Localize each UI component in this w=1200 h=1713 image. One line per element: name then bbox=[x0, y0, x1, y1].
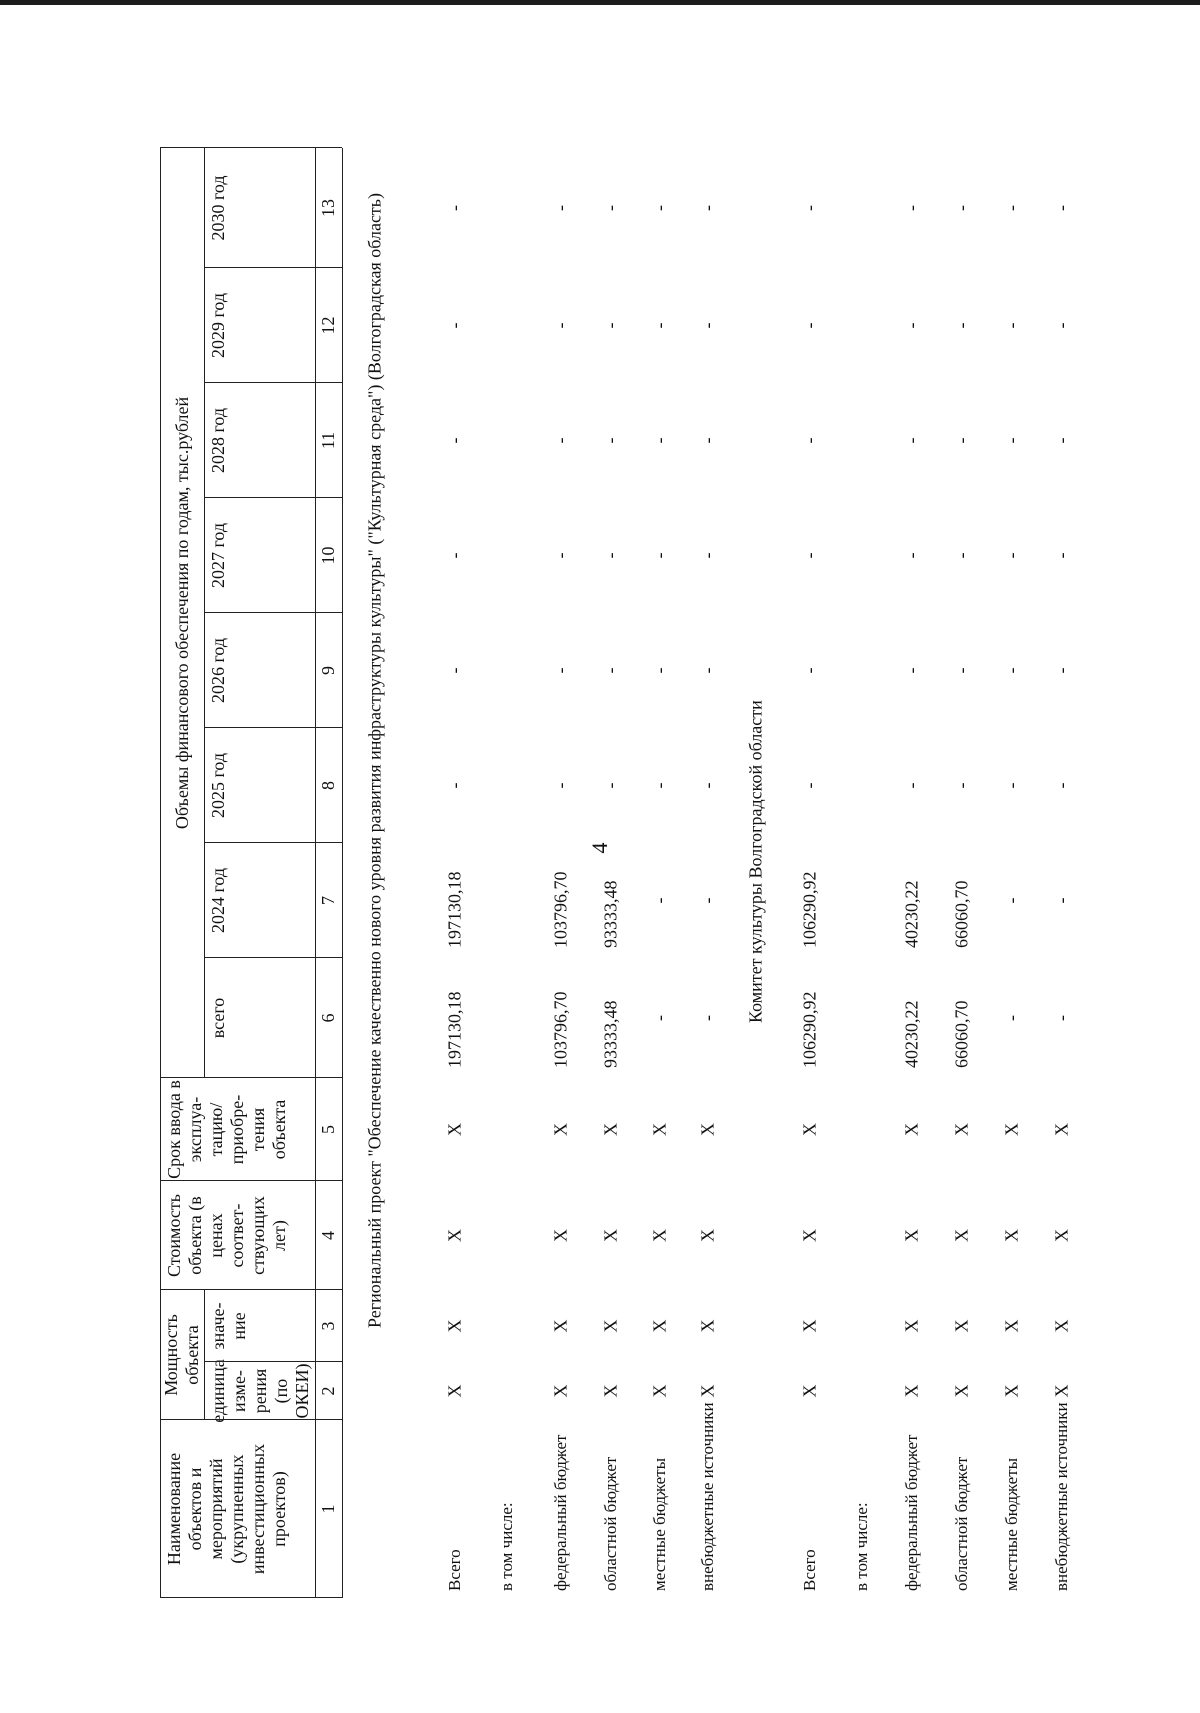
table-cell: X bbox=[1001, 1384, 1022, 1398]
table-cell: 93333,48 bbox=[600, 1000, 621, 1068]
table-cell: 106290,92 bbox=[799, 991, 820, 1068]
table-cell: X bbox=[697, 1123, 718, 1136]
table-rule bbox=[204, 1361, 342, 1362]
table-cell: - bbox=[600, 782, 621, 789]
table-cell: - bbox=[697, 667, 718, 674]
header-year-2026: 2026 год bbox=[208, 637, 228, 704]
table-cell: - bbox=[649, 667, 670, 674]
column-number: 3 bbox=[318, 1321, 338, 1331]
table-cell: - bbox=[550, 205, 571, 211]
table-cell: - bbox=[1001, 782, 1022, 789]
row-label: внебюджетные источники bbox=[1052, 1402, 1071, 1591]
table-cell: X bbox=[600, 1384, 621, 1398]
table-cell: X bbox=[1001, 1319, 1022, 1333]
table-cell: 66060,70 bbox=[951, 880, 972, 948]
header-unit: единица изме- рения (по ОКЕИ) bbox=[208, 1359, 312, 1423]
table-cell: - bbox=[1051, 322, 1072, 329]
column-number: 5 bbox=[318, 1125, 338, 1134]
table-cell: X bbox=[444, 1319, 465, 1333]
table-cell: - bbox=[901, 437, 922, 444]
table-cell: - bbox=[600, 667, 621, 674]
table-cell: X bbox=[901, 1319, 922, 1333]
table-rule bbox=[204, 382, 342, 383]
table-cell: - bbox=[697, 897, 718, 904]
table-cell: X bbox=[1051, 1123, 1072, 1136]
table-cell: - bbox=[1001, 552, 1022, 559]
table-cell: - bbox=[444, 782, 465, 789]
header-object-name: Наименование объектов и мероприятий (укрупненных инвестиционных проектов) bbox=[164, 1443, 289, 1575]
header-finance-group: Объемы финансового обеспечения по годам, тыс.рублей bbox=[171, 396, 192, 830]
row-label: местные бюджеты bbox=[650, 1457, 669, 1591]
section-title: Региональный проект "Обеспечение качественно нового уровня развития инфраструктуры культуры" ("Культурная среда") (Волгоградская область) bbox=[364, 192, 385, 1328]
table-cell: X bbox=[901, 1123, 922, 1136]
table-cell: - bbox=[951, 552, 972, 559]
table-cell: 197130,18 bbox=[444, 871, 465, 948]
table-cell: - bbox=[444, 437, 465, 444]
table-cell: 103796,70 bbox=[550, 871, 571, 948]
table-cell: - bbox=[550, 552, 571, 559]
table-rule bbox=[160, 1077, 342, 1078]
table-cell: X bbox=[951, 1319, 972, 1333]
table-rule bbox=[160, 147, 342, 148]
table-cell: - bbox=[697, 552, 718, 559]
table-rule bbox=[204, 497, 342, 498]
table-rule bbox=[160, 1419, 342, 1420]
table-rule bbox=[204, 148, 205, 1078]
table-cell: - bbox=[444, 552, 465, 559]
table-cell: - bbox=[799, 552, 820, 559]
table-cell: X bbox=[951, 1229, 972, 1242]
table-cell: 40230,22 bbox=[901, 880, 922, 948]
table-cell: - bbox=[1001, 897, 1022, 904]
table-cell: - bbox=[600, 205, 621, 211]
header-year-2029: 2029 год bbox=[208, 292, 228, 359]
table-cell: - bbox=[799, 205, 820, 211]
table-cell: X bbox=[649, 1229, 670, 1242]
table-cell: - bbox=[1051, 552, 1072, 559]
table-cell: X bbox=[697, 1319, 718, 1333]
table-cell: - bbox=[697, 1015, 718, 1021]
row-label: федеральный бюджет bbox=[902, 1434, 921, 1591]
table-cell: X bbox=[799, 1229, 820, 1242]
table-cell: - bbox=[901, 782, 922, 789]
column-number: 10 bbox=[318, 546, 338, 565]
table-cell: X bbox=[697, 1384, 718, 1398]
header-year-2030: 2030 год bbox=[208, 175, 228, 241]
table-cell: X bbox=[901, 1384, 922, 1398]
table-cell: - bbox=[951, 205, 972, 211]
table-cell: X bbox=[951, 1384, 972, 1398]
table-cell: X bbox=[649, 1319, 670, 1333]
table-cell: - bbox=[550, 782, 571, 789]
row-label: в том числе: bbox=[497, 1502, 516, 1591]
column-number: 4 bbox=[318, 1231, 338, 1240]
table-cell: X bbox=[444, 1229, 465, 1242]
table-cell: X bbox=[550, 1123, 571, 1136]
row-label: в том числе: bbox=[852, 1502, 871, 1591]
table-cell: X bbox=[550, 1319, 571, 1333]
table-cell: X bbox=[1001, 1123, 1022, 1136]
table-cell: - bbox=[444, 205, 465, 211]
row-label: федеральный бюджет bbox=[551, 1434, 570, 1591]
table-rule bbox=[160, 1180, 342, 1181]
table-cell: - bbox=[600, 322, 621, 329]
table-cell: X bbox=[901, 1229, 922, 1242]
table-cell: - bbox=[600, 552, 621, 559]
table-cell: X bbox=[1051, 1229, 1072, 1242]
header-year-2027: 2027 год bbox=[208, 522, 228, 589]
row-label: местные бюджеты bbox=[1002, 1457, 1021, 1591]
table-cell: - bbox=[901, 205, 922, 211]
table-cell: - bbox=[600, 437, 621, 444]
table-cell: - bbox=[951, 437, 972, 444]
table-cell: - bbox=[444, 667, 465, 674]
table-cell: - bbox=[697, 322, 718, 329]
table-cell: - bbox=[1051, 897, 1072, 904]
table-cell: - bbox=[799, 437, 820, 444]
table-cell: X bbox=[550, 1384, 571, 1398]
column-number: 12 bbox=[318, 316, 338, 335]
table-rule bbox=[160, 1597, 342, 1598]
table-cell: - bbox=[1051, 205, 1072, 211]
table-cell: X bbox=[444, 1384, 465, 1398]
table-cell: - bbox=[1051, 1015, 1072, 1021]
table-cell: - bbox=[901, 322, 922, 329]
table-rule bbox=[315, 148, 316, 1598]
row-label: внебюджетные источники bbox=[698, 1402, 717, 1591]
table-cell: - bbox=[550, 437, 571, 444]
table-cell: - bbox=[1001, 205, 1022, 211]
table-cell: 66060,70 bbox=[951, 1000, 972, 1068]
header-capacity-group: Мощность объекта bbox=[161, 1314, 202, 1396]
table-cell: - bbox=[649, 1015, 670, 1021]
table-cell: - bbox=[697, 782, 718, 789]
table-cell: X bbox=[600, 1229, 621, 1242]
header-value: значе- ние bbox=[208, 1302, 249, 1350]
page-number: 4 bbox=[587, 842, 612, 854]
table-cell: - bbox=[901, 552, 922, 559]
table-cell: 197130,18 bbox=[444, 991, 465, 1068]
table-cell: X bbox=[799, 1123, 820, 1136]
table-cell: X bbox=[1051, 1384, 1072, 1398]
table-cell: - bbox=[799, 782, 820, 789]
column-number: 11 bbox=[318, 431, 338, 450]
table-cell: X bbox=[600, 1123, 621, 1136]
table-cell: X bbox=[550, 1229, 571, 1242]
table-cell: X bbox=[951, 1123, 972, 1136]
table-cell: - bbox=[951, 782, 972, 789]
table-cell: X bbox=[697, 1229, 718, 1242]
table-cell: 103796,70 bbox=[550, 991, 571, 1068]
table-cell: - bbox=[1051, 437, 1072, 444]
table-cell: 106290,92 bbox=[799, 871, 820, 948]
row-label: Всего bbox=[445, 1549, 464, 1591]
column-number: 6 bbox=[318, 1013, 338, 1023]
table-cell: - bbox=[649, 782, 670, 789]
row-label: областной бюджет bbox=[952, 1456, 971, 1591]
table-cell: X bbox=[799, 1384, 820, 1398]
table-rule bbox=[204, 842, 342, 843]
table-cell: - bbox=[1001, 667, 1022, 674]
table-cell: - bbox=[1001, 1015, 1022, 1021]
row-label: областной бюджет bbox=[601, 1456, 620, 1591]
table-rule bbox=[204, 727, 342, 728]
row-label: Всего bbox=[800, 1549, 819, 1591]
section-title: Комитет культуры Волгоградской области bbox=[745, 700, 766, 1023]
table-cell: - bbox=[951, 322, 972, 329]
table-rule bbox=[204, 1290, 205, 1420]
table-cell: X bbox=[1051, 1319, 1072, 1333]
table-cell: - bbox=[649, 437, 670, 444]
header-term: Срок ввода в эксплуа- тацию/ приобре- тения объекта bbox=[164, 1080, 289, 1179]
table-cell: - bbox=[799, 322, 820, 329]
table-cell: X bbox=[600, 1319, 621, 1333]
table-cell: - bbox=[649, 897, 670, 904]
table-cell: - bbox=[649, 552, 670, 559]
table-cell: - bbox=[901, 667, 922, 674]
table-rule bbox=[204, 957, 342, 958]
table-cell: - bbox=[1051, 667, 1072, 674]
table-cell: - bbox=[1051, 782, 1072, 789]
header-year-2028: 2028 год bbox=[208, 407, 228, 474]
column-number: 8 bbox=[318, 781, 338, 790]
table-cell: - bbox=[1001, 322, 1022, 329]
table-cell: - bbox=[649, 205, 670, 211]
table-rule bbox=[160, 148, 161, 1598]
table-rule bbox=[204, 612, 342, 613]
table-cell: - bbox=[951, 667, 972, 674]
header-total: всего bbox=[208, 997, 228, 1039]
column-number: 9 bbox=[318, 666, 338, 675]
table-cell: X bbox=[444, 1123, 465, 1136]
column-number: 7 bbox=[318, 896, 338, 905]
table-cell: - bbox=[1001, 437, 1022, 444]
finance-table bbox=[160, 148, 1194, 1598]
table-cell: X bbox=[799, 1319, 820, 1333]
table-cell: - bbox=[550, 667, 571, 674]
column-number: 2 bbox=[318, 1386, 338, 1396]
column-number: 1 bbox=[318, 1504, 338, 1514]
header-year-2025: 2025 год bbox=[208, 752, 228, 819]
header-year-2024: 2024 год bbox=[208, 867, 228, 934]
table-cell: - bbox=[697, 437, 718, 444]
table-cell: - bbox=[799, 667, 820, 674]
table-cell: X bbox=[649, 1123, 670, 1136]
column-number: 13 bbox=[318, 199, 338, 217]
table-cell: X bbox=[1001, 1229, 1022, 1242]
table-cell: X bbox=[649, 1384, 670, 1398]
table-cell: 93333,48 bbox=[600, 880, 621, 948]
table-rule bbox=[204, 267, 342, 268]
table-cell: - bbox=[649, 322, 670, 329]
table-cell: - bbox=[697, 205, 718, 211]
table-cell: - bbox=[444, 322, 465, 329]
table-rule bbox=[342, 148, 343, 1598]
header-cost: Стоимость объекта (в ценах соответ- ствующих лет) bbox=[164, 1194, 289, 1277]
table-rule bbox=[160, 1289, 342, 1290]
table-cell: 40230,22 bbox=[901, 1000, 922, 1068]
table-cell: - bbox=[550, 322, 571, 329]
